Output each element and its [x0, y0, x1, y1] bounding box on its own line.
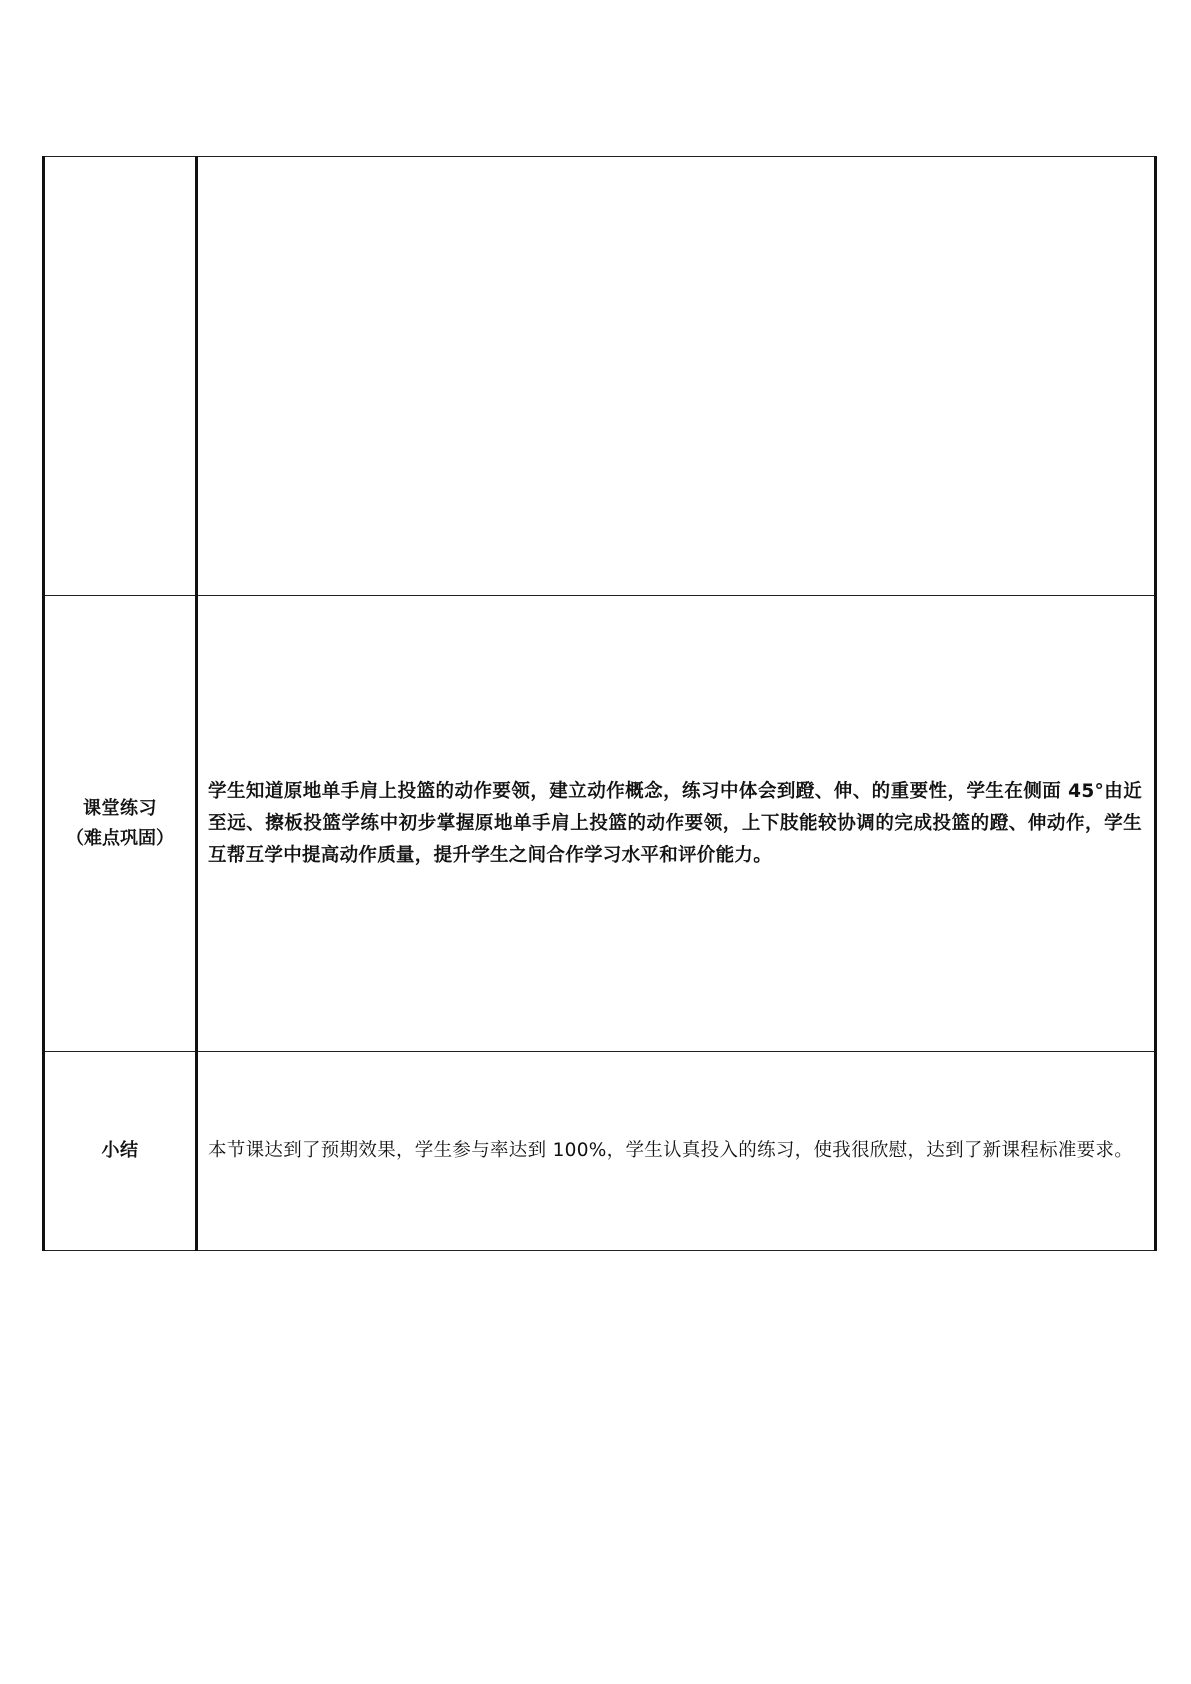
practice-label-cell — [44, 596, 197, 1052]
table-row-practice — [44, 596, 1156, 1052]
empty-content-cell — [197, 157, 1156, 596]
summary-content-cell — [197, 1052, 1156, 1251]
summary-content: 本节课达到了预期效果，学生参与率达到 100%，学生认真投入的练习，使我很欣慰，达到了新课程标准要求。 — [208, 1140, 1134, 1161]
practice-sublabel: （难点巩固） — [66, 827, 174, 849]
practice-content-cell — [197, 596, 1156, 1052]
summary-label-cell — [44, 1052, 197, 1251]
table-row-summary — [44, 1052, 1156, 1251]
summary-label: 小结 — [101, 1140, 139, 1161]
empty-label-cell — [44, 157, 197, 596]
table-row-empty — [44, 157, 1156, 596]
practice-label: 课堂练习 — [83, 797, 157, 819]
practice-content: 学生知道原地单手肩上投篮的动作要领，建立动作概念，练习中体会到蹬、伸、的重要性，学生在侧面 45°由近至远、擦板投篮学练中初步掌握原地单手肩上投篮的动作要领，上下肢能较协调的完成投篮的蹬、伸动作，学生互帮互学中提高动作质量，提升学生之间合作学习水平和评价能力。 — [208, 780, 1142, 866]
lesson-plan-table — [42, 156, 1157, 1251]
